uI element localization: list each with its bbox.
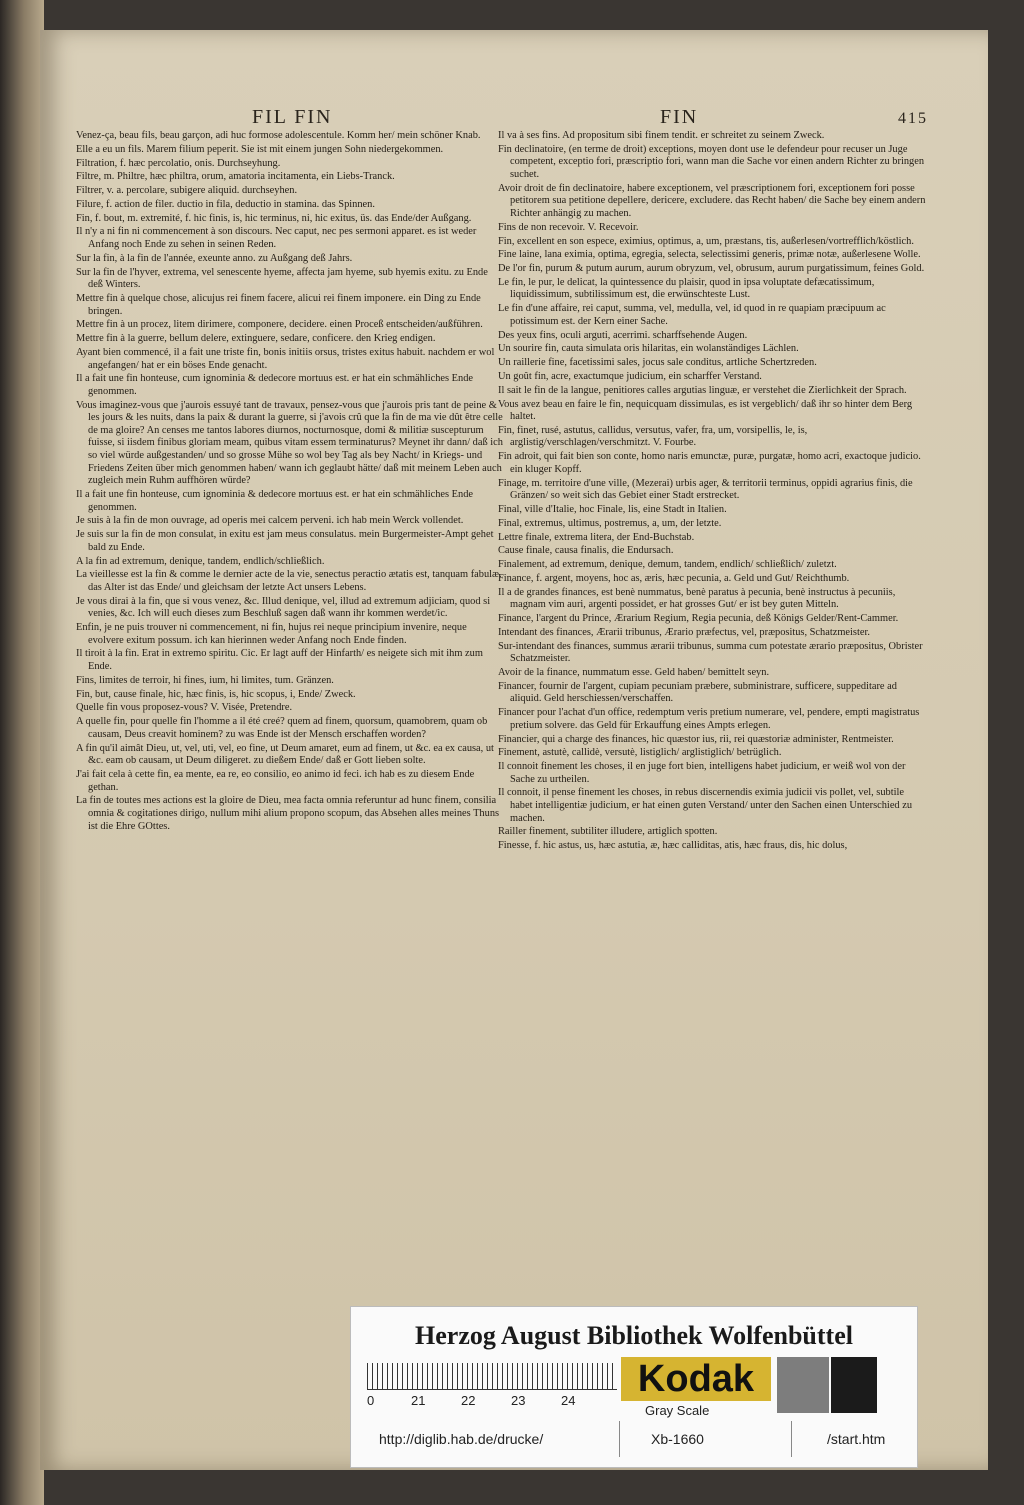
url-prefix: http://diglib.hab.de/drucke/ xyxy=(379,1431,544,1447)
dictionary-entry: Il a fait une fin honteuse, cum ignominia & dedecore mortuus est. er hat ein schmähliches Ende genommen. xyxy=(76,489,474,513)
dictionary-entry: Finalement, ad extremum, denique, demum, tandem, endlich/ schließlich/ zuletzt. xyxy=(498,559,837,571)
dictionary-entry: Il n'y a ni fin ni commencement à son discours. Nec caput, nec pes sermoni apparet. es ist weder Anfang noch Ende zu sehen in seinen Reden. xyxy=(76,226,477,251)
left-column xyxy=(76,130,504,834)
running-head-center: FIN xyxy=(660,106,699,128)
dictionary-entry: Filtrer, v. a. percolare, subigere aliquid. durchseyhen. xyxy=(76,185,298,197)
dictionary-entry: Financier, qui a charge des finances, hic quæstor ius, rii, rei quæstoriæ administer, Rentmeister. xyxy=(498,733,894,745)
dictionary-entry: Lettre finale, extrema litera, der End-Buchstab. xyxy=(498,531,695,543)
dictionary-entry: La vieillesse est la fin & comme le dernier acte de la vie, senectus peractio ætatis est, tanquam fabulæ. das Alter ist das Ende/ und gleichsam der letzte Act unsers Lebens. xyxy=(76,569,502,593)
dictionary-entry: Intendant des finances, Ærarii tribunus, Ærario præfectus, vel, præpositus, Schatzmeister. xyxy=(498,626,870,638)
dictionary-entry: Final, ville d'Italie, hoc Finale, lis, eine Stadt in Italien. xyxy=(498,504,727,515)
dictionary-entry: Finesse, f. hic astus, us, hæc astutia, æ, hæc calliditas, atis, hæc fraus, dis, hic dolus, xyxy=(498,840,848,852)
page-number: 415 xyxy=(898,110,928,127)
dictionary-entry: Un goût fin, acre, exactumque judicium, ein scharffer Verstand. xyxy=(498,370,762,382)
dictionary-entry: Filure, f. action de filer. ductio in fila, deductio in stamina. das Spinnen. xyxy=(76,198,375,210)
dictionary-entry: Des yeux fins, oculi arguti, acerrimi. scharffsehende Augen. xyxy=(498,329,748,341)
ruler-labels xyxy=(367,1393,627,1411)
dictionary-entry: Finement, astutè, callidè, versutè, listiglich/ arglistiglich/ betrüglich. xyxy=(498,747,782,759)
dictionary-entry: Fin declinatoire, (en terme de droit) exceptions, moyen dont use le defendeur pour recuser un Juge competent, exceptio fori, præscriptio fori, wann man die Sache vor einen andern Richter zu bringen suchet. xyxy=(498,143,925,180)
dictionary-entry: Final, extremus, ultimus, postremus, a, um, der letzte. xyxy=(498,517,722,529)
right-column xyxy=(498,130,926,854)
shelf-mark: Xb-1660 xyxy=(651,1431,704,1447)
dictionary-entry: J'ai fait cela à cette fin, ea mente, ea re, eo consilio, eo animo id feci. ich hab es zu diesem Ende gethan. xyxy=(76,768,475,793)
dictionary-entry: Finance, l'argent du Prince, Ærarium Regium, Regia pecunia, deß Königs Gelder/Rent-Cammer. xyxy=(498,613,899,625)
dictionary-entry: Fin adroit, qui fait bien son conte, homo naris emunctæ, puræ, purgatæ, homo acri, exactoque judicio. ein kluger Kopff. xyxy=(498,451,921,475)
dictionary-entry: Railler finement, subtiliter illudere, artiglich spotten. xyxy=(498,826,718,838)
dictionary-entry: Il a fait une fin honteuse, cum ignominia & dedecore mortuus est. er hat ein schmähliches Ende genommen. xyxy=(76,373,474,397)
dictionary-entry: Sur-intendant des finances, summus ærarii tribunus, summa cum potestate ærario præpositus, Obrister Schatzmeister. xyxy=(498,640,923,665)
dictionary-entry: A fin qu'il aimât Dieu, ut, vel, uti, vel, eo fine, ut Deum amaret, eum ad finem, ut &c. ea ex causa, ut &c. eam ob causam, ut Deum diligeret. zu dießem Ende/ daß er Gott lieben solte. xyxy=(76,742,494,767)
dictionary-entry: Sur la fin, à la fin de l'année, exeunte anno. zu Außgang deß Jahrs. xyxy=(76,252,353,264)
dictionary-entry: Vous avez beau en faire le fin, nequicquam dissimulas, es ist vergeblich/ daß ihr so hinter dem Berg haltet. xyxy=(498,398,913,423)
dictionary-entry: Fin, finet, rusé, astutus, callidus, versutus, vafer, fra, um, vorsipellis, le, is, arglistig/verschlagen/verschmitzt. V. Fourbe. xyxy=(498,424,808,449)
ruler-mark: 22 xyxy=(461,1393,476,1408)
color-target-strip xyxy=(350,1306,918,1468)
dictionary-entry: Il tiroit à la fin. Erat in extremo spiritu. Cic. Er lagt auff der Hinfarth/ es neigete sich mit ihm zum Ende. xyxy=(76,648,483,673)
dictionary-entry: Fin, excellent en son espece, eximius, optimus, a, um, præstans, tis, außerlesen/vortrefflich/köstlich. xyxy=(498,235,914,247)
black-swatch xyxy=(831,1357,877,1413)
dictionary-entry: Enfin, je ne puis trouver ni commencement, ni fin, hujus rei neque principium invenire, neque evolvere exitum possum. ich kan hierinnen weder Anfang noch Ende finden. xyxy=(76,622,467,646)
dictionary-entry: Le fin d'une affaire, rei caput, summa, vel, medulla, vel, id quod in re quapiam præcipuum ac potissimum est. der Kern einer Sache. xyxy=(498,303,886,327)
ruler-mark: 0 xyxy=(367,1393,375,1408)
divider xyxy=(791,1421,792,1457)
dictionary-entry: Elle a eu un fils. Marem filium peperit. Sie ist mit einem jungen Sohn niedergekommen. xyxy=(76,143,444,155)
dictionary-entry: Vous imaginez-vous que j'aurois essuyé tant de travaux, pensez-vous que j'aurois pris tant de peine & les jours & les nuits, dans la paix & durant la guerre, si j'avois crû que la fin de ma vie dût être celle de ma gloire? An censes me tantos labores diurnos, nocturnosque, domi & militiæ suscepturum fuisse, si iisdem finibus gloriam meam, quibus vitam essem terminaturus? Meynet ihr dann/ daß ich so viel würde außgestanden/ und so grosse Mühe so wol bey Tag als bey Nacht/ in Kriegs- und Friedens Zeiten über mich genommen haben/ wann ich geglaubt hätte/ daß mit meinem Leben auch zugleich mein Ruhm auffhören würde? xyxy=(76,399,503,487)
dictionary-entry: Il va à ses fins. Ad propositum sibi finem tendit. er schreitet zu seinem Zweck. xyxy=(498,130,825,141)
library-name: Herzog August Bibliothek Wolfenbüttel xyxy=(415,1321,853,1350)
dictionary-entry: Finance, f. argent, moyens, hoc as, æris, hæc pecunia, a. Geld und Gut/ Reichthumb. xyxy=(498,572,850,584)
dictionary-entry: Avoir de la finance, nummatum esse. Geld haben/ bemittelt seyn. xyxy=(498,667,770,678)
dictionary-entry: A la fin ad extremum, denique, tandem, endlich/schließlich. xyxy=(76,555,325,567)
dictionary-entry: Fins de non recevoir. V. Recevoir. xyxy=(498,221,639,233)
dictionary-entry: Sur la fin de l'hyver, extrema, vel senescente hyeme, affecta jam hyeme, sub hyemis exitu. zu Ende deß Winters. xyxy=(76,266,488,291)
dictionary-entry: Mettre fin à la guerre, bellum delere, extinguere, sedare, conficere. den Krieg endigen. xyxy=(76,333,436,345)
dictionary-entry: Il sait le fin de la langue, penitiores calles argutias linguæ, er verstehet die Zierlichkeit der Sprach. xyxy=(498,384,907,396)
dictionary-entry: Avoir droit de fin declinatoire, habere exceptionem, vel præscriptionem fori, exceptionem fori posse petitorem sua petitione depellere, dericere, excludere. das Recht haben/ die Sache bey einem andern Richter anhängig zu machen. xyxy=(498,182,926,219)
dictionary-entry: Il connoit, il pense finement les choses, in rebus discernendis eximia judicii vis pollet, vel, subtile habet intelligentiæ judicium, er hat einen guten Verstand/ unter den Sachen einen Unterschied zu machen. xyxy=(498,787,913,824)
ruler-mark: 24 xyxy=(561,1393,576,1408)
dictionary-entry: Fin, but, cause finale, hic, hæc finis, is, hic scopus, i, Ende/ Zweck. xyxy=(76,688,356,700)
dictionary-entry: Il a de grandes finances, est benè nummatus, benè paratus à pecunia, benè instructus à pecuniis, magnam vim auri, argenti possidet, er hat grosses Gut/ er ist bey guten Mitteln. xyxy=(498,586,896,611)
dictionary-entry: Fins, limites de terroir, hi fines, ium, hi limites, tum. Gränzen. xyxy=(76,674,334,686)
dictionary-entry: Venez-ça, beau fils, beau garçon, adi huc formose adolescentule. Komm her/ mein schöner Knab. xyxy=(76,130,481,141)
divider xyxy=(619,1421,620,1457)
scale-ruler xyxy=(367,1363,617,1390)
dictionary-entry: Un raillerie fine, facetissimi sales, jocus sale conditus, artliche Schertzreden. xyxy=(498,357,817,369)
ruler-mark: 23 xyxy=(511,1393,526,1408)
dictionary-entry: Fin, f. bout, m. extremité, f. hic finis, is, hic terminus, ni, hic exitus, üs. das Ende/der Außgang. xyxy=(76,212,472,224)
dictionary-entry: Cause finale, causa finalis, die Endursach. xyxy=(498,545,674,557)
dictionary-entry: La fin de toutes mes actions est la gloire de Dieu, mea facta omnia referuntur ad hunc finem, consilia omnia & cogitationes dirigo, nullum mihi alium propono scopum, das Absehen alles meines Thuns ist die Ehre GOttes. xyxy=(76,795,500,832)
dictionary-entry: Mettre fin à quelque chose, alicujus rei finem facere, alicui rei finem imponere. ein Ding zu Ende bringen. xyxy=(76,293,481,317)
dictionary-entry: Je suis à la fin de mon ouvrage, ad operis mei calcem perveni. ich hab mein Werck vollendet. xyxy=(76,515,464,527)
dictionary-entry: Quelle fin vous proposez-vous? V. Visée, Pretendre. xyxy=(76,702,293,714)
running-head-left: FIL FIN xyxy=(252,106,333,128)
dictionary-entry: De l'or fin, purum & putum aurum, aurum obryzum, vel, obrusum, aurum purgatissimum, feines Gold. xyxy=(498,263,925,275)
ruler-mark: 21 xyxy=(411,1393,426,1408)
dictionary-entry: Ayant bien commencé, il a fait une triste fin, bonis initiis orsus, tristes exitus habuit. nachdem er wol angefangen/ hat er ein böses Ende genacht. xyxy=(76,346,495,371)
url-suffix: /start.htm xyxy=(827,1431,886,1447)
book-spine xyxy=(0,0,44,1505)
dictionary-entry: Financer pour l'achat d'un office, redemptum veris pretium numerare, vel, pendere, empti magistratus pretium solvere. das Geld für Erkauffung eines Ampts erlegen. xyxy=(498,707,920,731)
dictionary-entry: Finage, m. territoire d'une ville, (Mezerai) urbis ager, & territorii terminus, oppidi agrarius finis, die Gränzen/ so weit sich das Gebiet einer Stadt erstrecket. xyxy=(498,477,913,502)
kodak-logo: Kodak xyxy=(621,1357,771,1401)
dictionary-entry: Il connoit finement les choses, il en juge fort bien, intelligens habet judicium, er weiß wol von der Sache zu urtheilen. xyxy=(498,761,906,785)
dictionary-entry: Financer, fournir de l'argent, cupiam pecuniam præbere, subministrare, sufficere, suppeditare ad aliquid. Geld herschiessen/verschaffen. xyxy=(498,680,897,705)
dictionary-entry: Je vous dirai à la fin, que si vous venez, &c. Illud denique, vel, illud ad extremum adjiciam, quod si venies, &c. Ich will euch dieses zum Beschluß sagen daß wann ihr kommen werdet/ic. xyxy=(76,595,491,620)
dictionary-entry: Un sourire fin, cauta simulata oris hilaritas, ein wolanständiges Lächlen. xyxy=(498,343,799,355)
dictionary-entry: Je suis sur la fin de mon consulat, in exitu est jam meus consulatus. mein Burgermeister-Ampt gehet bald zu Ende. xyxy=(76,529,494,553)
dictionary-entry: Le fin, le pur, le delicat, la quintessence du plaisir, quod in ipsa voluptate defæcatissimum, liquidissimum, subtilissimum est, die erwünschteste Lust. xyxy=(498,276,875,301)
dictionary-entry: Filtre, m. Philtre, hæc philtra, orum, amatoria incitamenta, ein Liebs-Tranck. xyxy=(76,171,395,183)
dictionary-entry: Fine laine, lana eximia, optima, egregia, selecta, selectissimi generis, primæ notæ, außerlesene Wolle. xyxy=(498,249,921,261)
gray-scale-label: Gray Scale xyxy=(645,1403,710,1418)
dictionary-entry: Filtration, f. hæc percolatio, onis. Durchseyhung. xyxy=(76,157,281,169)
dictionary-entry: A quelle fin, pour quelle fin l'homme a il été creé? quem ad finem, quorsum, quamobrem, quam ob causam, Deus creavit hominem? zu was Ende ist der Mensch erschaffen worden? xyxy=(76,716,488,740)
dictionary-entry: Mettre fin à un procez, litem dirimere, componere, decidere. einen Proceß entscheiden/außführen. xyxy=(76,319,483,331)
gray-swatch xyxy=(777,1357,829,1413)
